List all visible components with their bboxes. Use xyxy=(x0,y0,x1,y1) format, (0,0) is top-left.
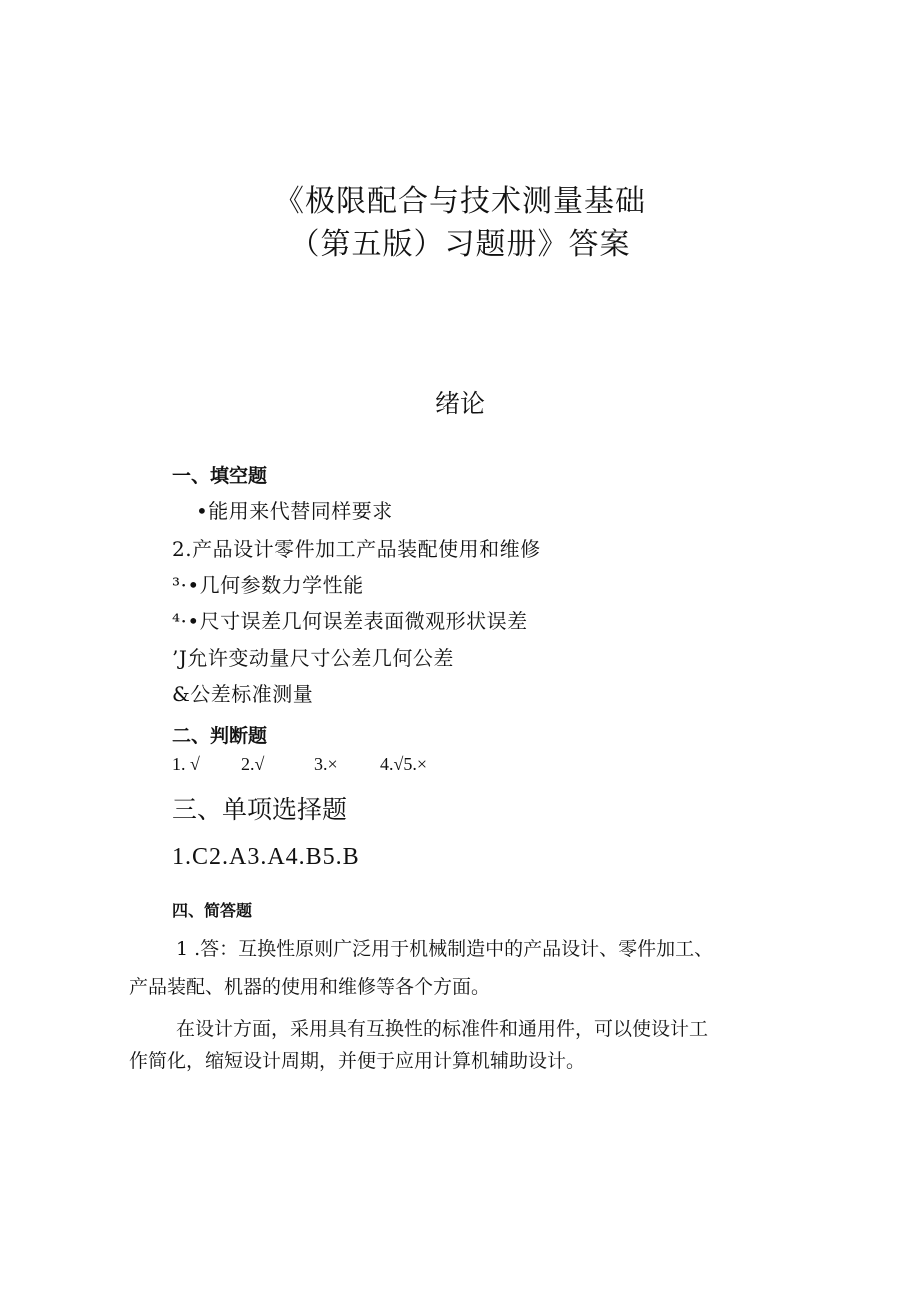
fill-blank-item-1: •能用来代替同样要求 xyxy=(196,499,393,523)
judgment-answers xyxy=(172,754,427,775)
judgment-answer-1: 1. √ xyxy=(172,754,200,774)
short-answer-line-3: 在设计方面，采用具有互换性的标准件和通用件，可以使设计工 xyxy=(176,1018,709,1040)
fill-blank-item-6: &公差标准测量 xyxy=(172,682,314,706)
fill-blank-item-4: ⁴·•尺寸误差几何误差表面微观形状误差 xyxy=(172,609,528,633)
fill-blank-item-3: ³·•几何参数力学性能 xyxy=(172,573,364,597)
single-choice-answers: 1.C2.A3.A4.B5.B xyxy=(172,844,360,870)
section-short-answer-heading: 四、简答题 xyxy=(172,901,253,920)
judgment-answer-2: 2.√ xyxy=(241,754,265,774)
document-title-line2: （第五版）习题册》答案 xyxy=(289,227,631,262)
document-title-line1: 《极限配合与技术测量基础 xyxy=(274,184,646,219)
short-answer-line-4: 作简化，缩短设计周期，并便于应用计算机辅助设计。 xyxy=(129,1050,586,1072)
section-judgment-heading: 二、判断题 xyxy=(172,725,268,747)
fill-blank-item-2: 2.产品设计零件加工产品装配使用和维修 xyxy=(172,537,541,561)
judgment-answer-4-5: 4.√5.× xyxy=(380,754,428,774)
chapter-heading: 绪论 xyxy=(434,389,485,418)
section-fill-blank-heading: 一、填空题 xyxy=(172,465,268,487)
short-answer-line-1: 1 .答：互换性原则广泛用于机械制造中的产品设计、零件加工、 xyxy=(176,938,714,960)
fill-blank-item-5: ’J允许变动量尺寸公差几何公差 xyxy=(172,646,454,670)
section-single-choice-heading: 三、单项选择题 xyxy=(172,795,348,824)
short-answer-line-2: 产品装配、机器的使用和维修等各个方面。 xyxy=(129,976,491,998)
judgment-answer-3: 3.× xyxy=(314,754,338,774)
